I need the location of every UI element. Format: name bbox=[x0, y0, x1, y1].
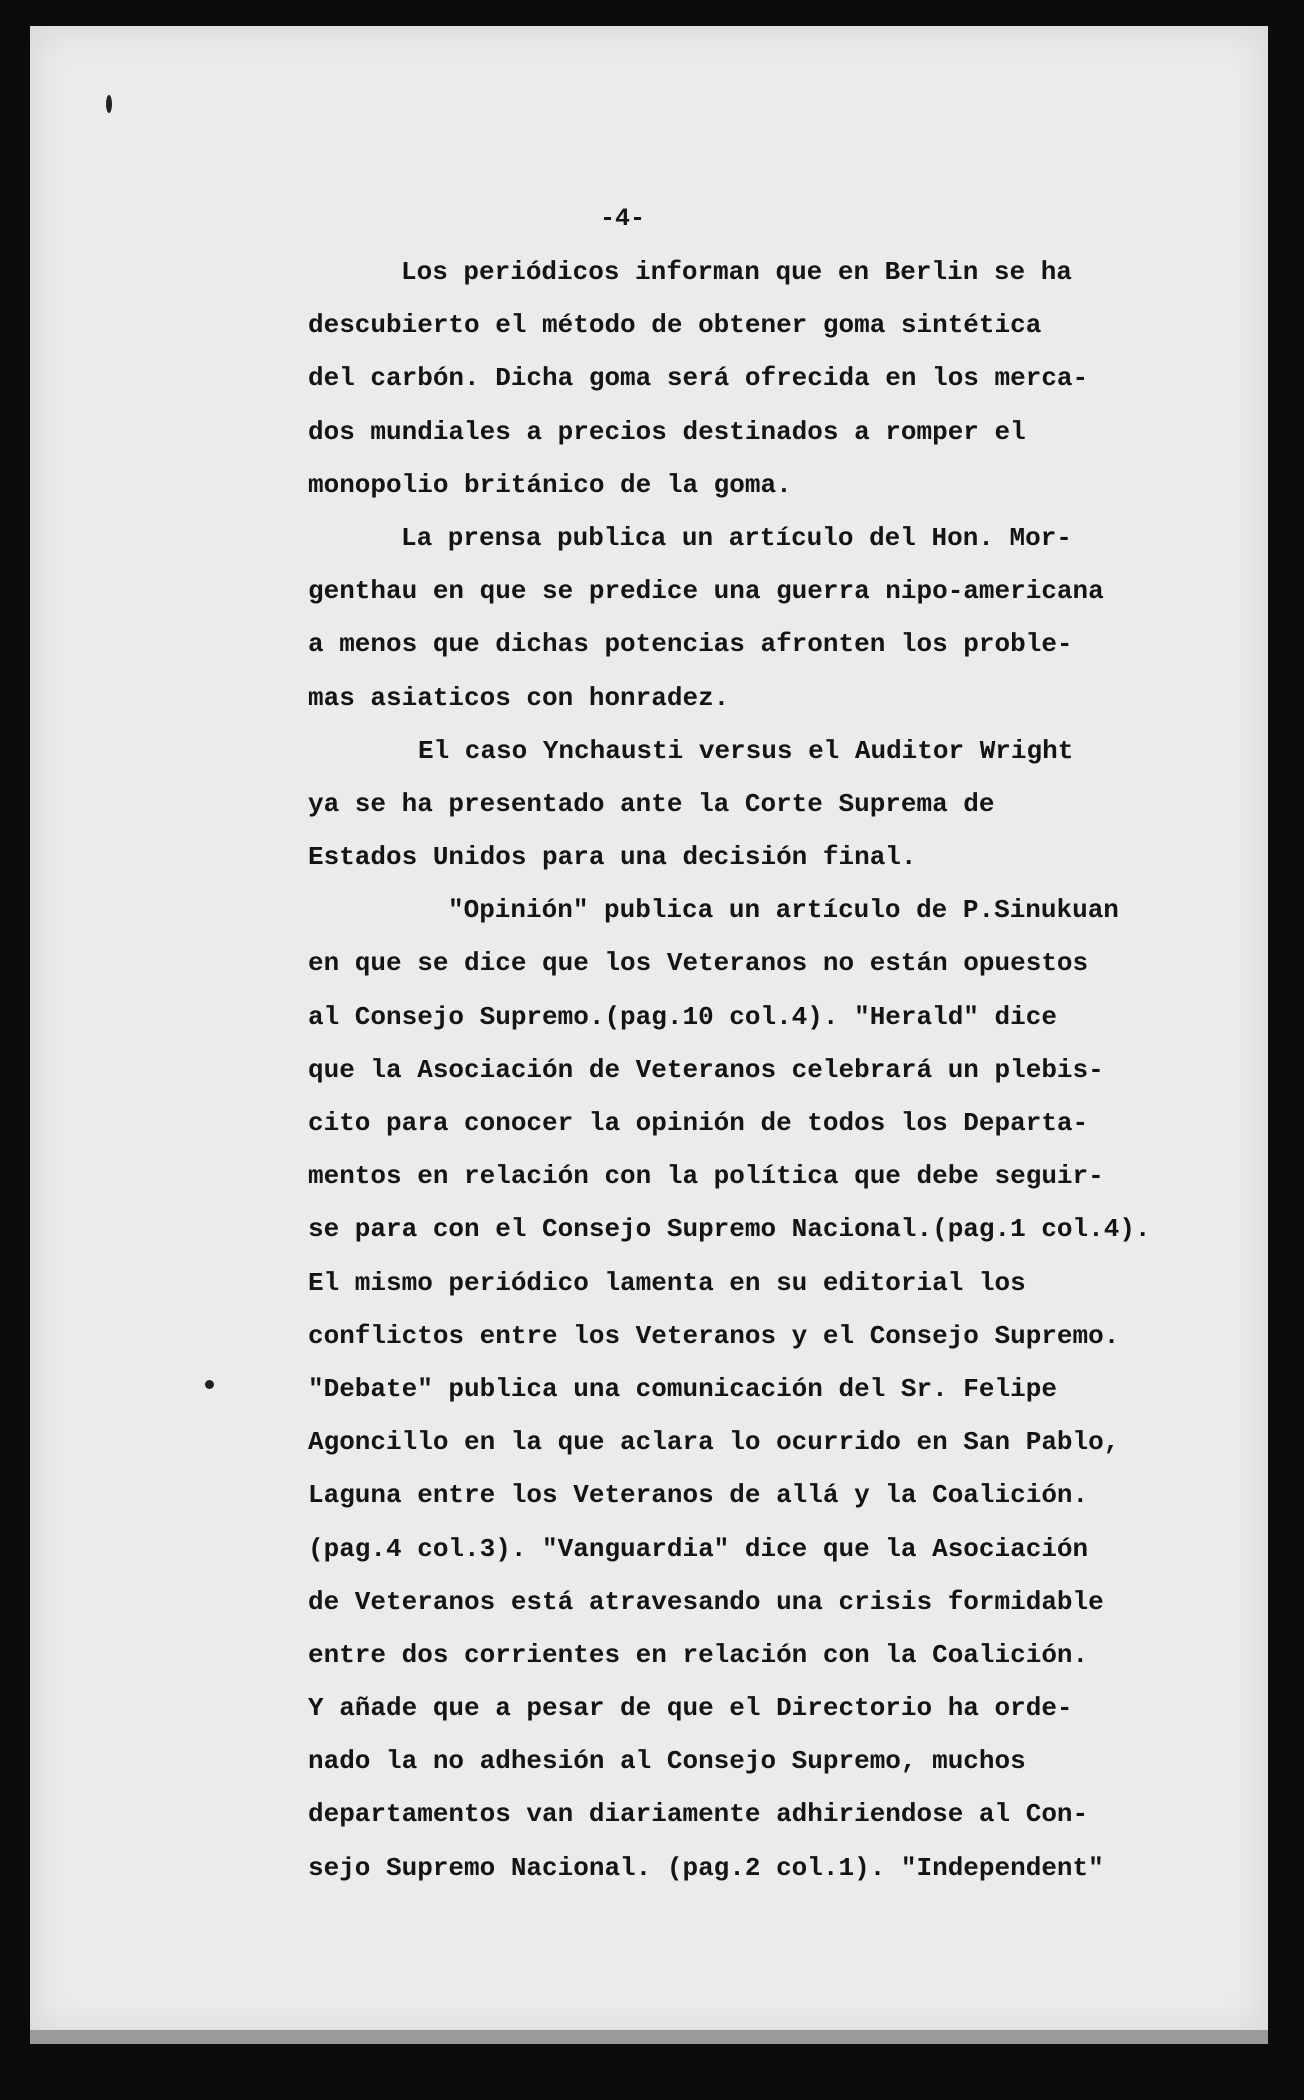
text-line: La prensa publica un artículo del Hon. Mor- bbox=[401, 522, 1072, 553]
text-line: Los periódicos informan que en Berlin se ha bbox=[401, 257, 1072, 287]
text-line: Agoncillo en la que aclara lo ocurrido en San Pablo, bbox=[308, 1427, 1120, 1458]
text-line: sejo Supremo Nacional. (pag.2 col.1). "Independent" bbox=[308, 1852, 1104, 1883]
text-line: nado la no adhesión al Consejo Supremo, muchos bbox=[308, 1746, 1026, 1777]
text-line: departamentos van diariamente adhiriendose al Con- bbox=[308, 1799, 1089, 1830]
text-line: mas asiaticos con honradez. bbox=[308, 682, 730, 713]
text-line: al Consejo Supremo.(pag.10 col.4). "Herald" dice bbox=[308, 1001, 1057, 1032]
text-line: cito para conocer la opinión de todos los Departa- bbox=[308, 1108, 1089, 1138]
text-line: conflictos entre los Veteranos y el Consejo Supremo. bbox=[308, 1320, 1120, 1351]
text-line: dos mundiales a precios destinados a romper el bbox=[308, 416, 1026, 447]
text-line: de Veteranos está atravesando una crisis formidable bbox=[308, 1586, 1104, 1617]
margin-ink-dot bbox=[205, 1380, 214, 1389]
page-bottom-edge bbox=[30, 2030, 1268, 2044]
text-line: en que se dice que los Veteranos no están opuestos bbox=[308, 948, 1089, 979]
text-line: Estados Unidos para una decisión final. bbox=[308, 842, 917, 873]
text-line: que la Asociación de Veteranos celebrará un plebis- bbox=[308, 1054, 1104, 1085]
margin-ink-dot bbox=[106, 95, 112, 113]
text-line: Y añade que a pesar de que el Directorio ha orde- bbox=[308, 1693, 1073, 1724]
text-line: descubierto el método de obtener goma sintética bbox=[308, 310, 1042, 341]
text-line: genthau en que se predice una guerra nipo-americana bbox=[308, 576, 1104, 607]
text-line: "Debate" publica una comunicación del Sr. Felipe bbox=[308, 1373, 1057, 1404]
text-line: a menos que dichas potencias afronten los proble- bbox=[308, 629, 1073, 660]
text-line: (pag.4 col.3). "Vanguardia" dice que la Asociación bbox=[308, 1533, 1089, 1564]
text-line: Laguna entre los Veteranos de allá y la Coalición. bbox=[308, 1480, 1089, 1511]
page-number: -4- bbox=[600, 204, 646, 233]
text-line: monopolio británico de la goma. bbox=[308, 469, 792, 500]
text-line: ya se ha presentado ante la Corte Suprema de bbox=[308, 788, 995, 819]
text-line: El mismo periódico lamenta en su editorial los bbox=[308, 1267, 1026, 1298]
text-line: se para con el Consejo Supremo Nacional.(pag.1 col.4). bbox=[308, 1214, 1151, 1245]
typed-text-body bbox=[308, 252, 1151, 1901]
text-line: del carbón. Dicha goma será ofrecida en los merca- bbox=[308, 363, 1089, 394]
text-line: entre dos corrientes en relación con la Coalición. bbox=[308, 1639, 1089, 1670]
text-line: El caso Ynchausti versus el Auditor Wright bbox=[418, 735, 1074, 766]
text-line: mentos en relación con la política que debe seguir- bbox=[308, 1161, 1104, 1192]
text-line: "Opinión" publica un artículo de P.Sinukuan bbox=[448, 895, 1119, 926]
